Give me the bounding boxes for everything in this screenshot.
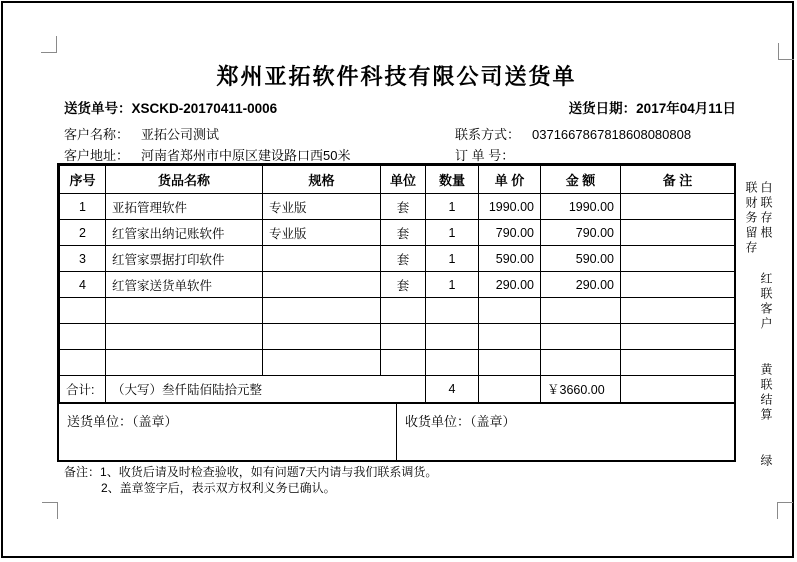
col-header-unit: 单位 [381,166,426,194]
delivery-no-date-line [64,97,736,117]
total-amount-in-words: （大写）叁仟陆佰陆拾元整 [106,376,426,403]
col-header-amount: 金 额 [541,166,621,194]
col-header-remark: 备 注 [621,166,735,194]
order-no-label: 订 单 号： [455,148,515,163]
cell-name: 红管家出纳记账软件 [106,220,263,246]
cell-price: 590.00 [479,246,541,272]
receiver-signature-cell: 收货单位：（盖章） [396,404,734,460]
cell-no: 2 [60,220,106,246]
item-row-empty [60,350,735,376]
delivery-items-table [59,165,735,403]
cell-unit: 套 [381,194,426,220]
total-remark [621,376,735,403]
notes-label: 备注： [64,465,101,479]
customer-address-field [64,145,350,164]
cell-amount: 290.00 [541,272,621,298]
cell-remark [621,350,735,376]
crop-mark-bottom-left [42,502,58,519]
cell-qty: 1 [426,246,479,272]
cell-qty: 1 [426,272,479,298]
cell-spec: 专业版 [263,220,381,246]
cell-amount [541,324,621,350]
note-1-text: 1、收货后请及时检查验收，如有问题7天内请与我们联系调货。 [100,465,438,479]
cell-spec [263,324,381,350]
cell-qty [426,298,479,324]
cell-spec [263,246,381,272]
cell-amount: 590.00 [541,246,621,272]
cell-name [106,298,263,324]
sender-signature-cell: 送货单位：（盖章） [67,414,178,429]
cell-price [479,350,541,376]
copy-white-stub: 白联存根 [759,181,773,241]
cell-remark [621,220,735,246]
col-header-spec: 规格 [263,166,381,194]
cell-amount: 1990.00 [541,194,621,220]
cell-price [479,324,541,350]
document-title: 郑州亚拓软件科技有限公司送货单 [216,64,577,89]
item-row [60,272,735,298]
cell-spec [263,298,381,324]
cell-no [60,298,106,324]
item-row [60,194,735,220]
delivery-date-label: 送货日期： [568,101,637,116]
crop-mark-bottom-right [777,502,793,519]
total-price [479,376,541,403]
col-header-no: 序号 [60,166,106,194]
delivery-no [64,97,277,117]
note-line-1 [64,464,437,480]
copy-yellow-settlement: 黄联结算 [759,363,773,423]
cell-no: 1 [60,194,106,220]
cell-name: 红管家送货单软件 [106,272,263,298]
cell-unit: 套 [381,272,426,298]
cell-price: 290.00 [479,272,541,298]
customer-name-value: 亚拓公司测试 [141,127,220,142]
cell-qty [426,324,479,350]
cell-qty: 1 [426,194,479,220]
cell-remark [621,272,735,298]
cell-name [106,350,263,376]
delivery-no-label: 送货单号： [64,101,132,116]
crop-mark-top-right [778,43,794,60]
total-amount: ￥3660.00 [541,376,621,403]
crop-mark-top-left [41,36,57,53]
col-header-price: 单 价 [479,166,541,194]
copy-red-customer: 红联客户 [759,272,773,332]
item-row-empty [60,324,735,350]
cell-amount: 790.00 [541,220,621,246]
customer-name-label: 客户名称： [64,127,130,142]
item-row [60,220,735,246]
cell-spec: 专业版 [263,194,381,220]
cell-unit: 套 [381,220,426,246]
footer-notes [64,464,437,496]
col-header-name: 货品名称 [106,166,263,194]
delivery-date [569,97,736,117]
cell-amount [541,350,621,376]
total-label: 合计: [60,376,106,403]
table-header-row [60,166,735,194]
col-header-qty: 数量 [426,166,479,194]
cell-no: 4 [60,272,106,298]
signature-row [59,403,734,460]
copy-color-legend [743,181,773,481]
cell-price: 1990.00 [479,194,541,220]
cell-no: 3 [60,246,106,272]
delivery-no-value: XSCKD-20170411-0006 [131,101,278,116]
cell-name [106,324,263,350]
cell-price [479,298,541,324]
cell-remark [621,246,735,272]
cell-remark [621,324,735,350]
cell-amount [541,298,621,324]
customer-name-field [64,124,219,143]
contact-field [455,124,691,143]
delivery-date-value: 2017年04月11日 [636,101,736,116]
cell-no [60,350,106,376]
cell-no [60,324,106,350]
item-row-empty [60,298,735,324]
delivery-items-table-wrap [57,163,736,462]
note-line-2: 2、盖章签字后，表示双方权利义务已确认。 [101,481,336,495]
contact-label: 联系方式： [455,127,521,142]
cell-unit [381,324,426,350]
contact-value: 0371667867818608080808 [532,127,692,142]
cell-unit [381,350,426,376]
cell-unit: 套 [381,246,426,272]
cell-name: 红管家票据打印软件 [106,246,263,272]
item-row [60,246,735,272]
cell-qty [426,350,479,376]
cell-qty: 1 [426,220,479,246]
customer-address-label: 客户地址： [64,148,130,163]
order-no-field [455,145,526,164]
cell-spec [263,350,381,376]
cell-price: 790.00 [479,220,541,246]
customer-address-value: 河南省郑州市中原区建设路口西50米 [141,148,351,163]
total-row [60,376,735,403]
total-qty: 4 [426,376,479,403]
cell-unit [381,298,426,324]
cell-spec [263,272,381,298]
cell-name: 亚拓管理软件 [106,194,263,220]
copy-green-finance: 绿联财务留存 [744,181,773,469]
cell-remark [621,194,735,220]
cell-remark [621,298,735,324]
